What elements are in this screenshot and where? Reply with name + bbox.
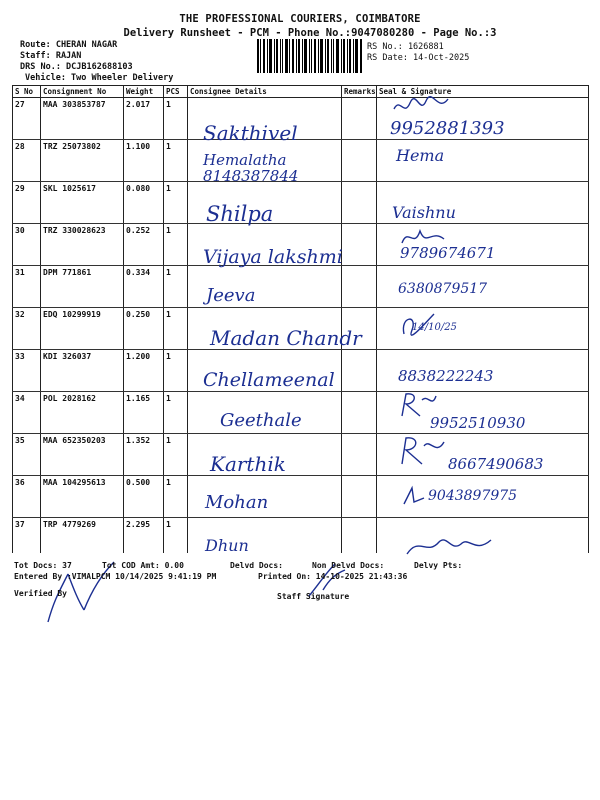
cell-sno: 32 bbox=[13, 308, 41, 350]
cell-consignment: POL 2028162 bbox=[41, 392, 124, 434]
signature-scribble bbox=[398, 310, 438, 340]
entered-by: Entered By :VIMALPCM 10/14/2025 9:41:19 PM bbox=[14, 572, 217, 581]
handwritten-consignee: Karthik bbox=[210, 452, 286, 476]
cell-pcs: 1 bbox=[164, 350, 188, 392]
signature-scribble bbox=[400, 484, 428, 508]
signature-scribble bbox=[405, 532, 495, 562]
cell-pcs: 1 bbox=[164, 182, 188, 224]
cell-weight: 1.200 bbox=[124, 350, 164, 392]
handwritten-seal: Hema bbox=[396, 146, 445, 165]
total-docs: Tot Docs: 37 bbox=[14, 561, 72, 570]
cell-consignment: TRZ 25073802 bbox=[41, 140, 124, 182]
printed-on: Printed On: 14-10-2025 21:43:36 bbox=[258, 572, 408, 581]
barcode-image bbox=[257, 39, 362, 73]
table-header-row bbox=[13, 86, 589, 98]
route-label: Route: CHERAN NAGAR bbox=[20, 40, 118, 50]
cell-weight: 0.334 bbox=[124, 266, 164, 308]
handwritten-consignee: Sakthivel bbox=[203, 121, 298, 145]
handwritten-seal: 9789674671 bbox=[400, 244, 496, 262]
cell-consignment: SKL 1025617 bbox=[41, 182, 124, 224]
handwritten-consignee: Dhun bbox=[205, 536, 249, 555]
handwritten-seal: 9952881393 bbox=[390, 118, 505, 139]
cell-weight: 0.250 bbox=[124, 308, 164, 350]
handwritten-seal: 14/10/25 bbox=[412, 322, 457, 333]
verified-by-label: Verified By bbox=[14, 589, 67, 598]
delivered-docs: Delvd Docs: bbox=[230, 561, 283, 570]
handwritten-seal: Vaishnu bbox=[392, 203, 456, 222]
handwritten-consignee: Shilpa bbox=[206, 202, 274, 226]
cell-consignment: TRP 4779269 bbox=[41, 518, 124, 553]
col-header-remarks: Remarks bbox=[342, 86, 377, 98]
cell-pcs: 1 bbox=[164, 266, 188, 308]
cell-consignment: MAA 652350203 bbox=[41, 434, 124, 476]
col-header-consignment: Consignment No bbox=[41, 86, 124, 98]
handwritten-seal: 8838222243 bbox=[398, 367, 494, 385]
staff-label: Staff: RAJAN bbox=[20, 51, 82, 61]
cell-sno: 35 bbox=[13, 434, 41, 476]
cell-consignment: MAA 303853787 bbox=[41, 98, 124, 140]
table-row bbox=[13, 518, 589, 553]
handwritten-consignee: Vijaya lakshmi bbox=[203, 246, 343, 268]
cell-remarks bbox=[342, 266, 377, 308]
cell-pcs: 1 bbox=[164, 98, 188, 140]
cell-sno: 36 bbox=[13, 476, 41, 518]
col-header-weight: Weight bbox=[124, 86, 164, 98]
cell-weight: 1.165 bbox=[124, 392, 164, 434]
cell-remarks bbox=[342, 224, 377, 266]
cell-sno: 31 bbox=[13, 266, 41, 308]
handwritten-consignee: Jeeva bbox=[206, 285, 256, 306]
cell-pcs: 1 bbox=[164, 476, 188, 518]
col-header-consignee: Consignee Details bbox=[188, 86, 342, 98]
total-cod-amount: Tot COD Amt: 0.00 bbox=[102, 561, 184, 570]
cell-consignment: MAA 104295613 bbox=[41, 476, 124, 518]
delivery-points: Delvy Pts: bbox=[414, 561, 463, 570]
handwritten-seal: 9952510930 bbox=[430, 414, 526, 432]
drs-number: DRS No.: DCJB162688103 bbox=[20, 62, 133, 72]
cell-weight: 0.252 bbox=[124, 224, 164, 266]
col-header-sno: S No bbox=[13, 86, 41, 98]
cell-remarks bbox=[342, 182, 377, 224]
cell-pcs: 1 bbox=[164, 140, 188, 182]
cell-pcs: 1 bbox=[164, 518, 188, 553]
handwritten-seal: 6380879517 bbox=[398, 281, 488, 297]
handwritten-consignee: Mohan bbox=[205, 492, 269, 513]
handwritten-seal: 9043897975 bbox=[428, 488, 518, 504]
company-title: THE PROFESSIONAL COURIERS, COIMBATORE bbox=[179, 13, 421, 25]
cell-consignment: TRZ 330028623 bbox=[41, 224, 124, 266]
rs-date: RS Date: 14-Oct-2025 bbox=[367, 53, 470, 63]
cell-pcs: 1 bbox=[164, 308, 188, 350]
cell-sno: 33 bbox=[13, 350, 41, 392]
cell-pcs: 1 bbox=[164, 392, 188, 434]
signature-scribble bbox=[392, 95, 452, 120]
staff-signature-label: Staff Signature bbox=[277, 592, 350, 601]
cell-remarks bbox=[342, 98, 377, 140]
cell-weight: 1.352 bbox=[124, 434, 164, 476]
col-header-seal: Seal & Signature bbox=[377, 86, 589, 98]
cell-sno: 28 bbox=[13, 140, 41, 182]
table-row bbox=[13, 266, 589, 308]
cell-remarks bbox=[342, 476, 377, 518]
vehicle-label: Vehicle: Two Wheeler Delivery bbox=[25, 73, 174, 83]
handwritten-consignee: Hemalatha 8148387844 bbox=[203, 151, 299, 185]
cell-remarks bbox=[342, 434, 377, 476]
cell-sno: 27 bbox=[13, 98, 41, 140]
cell-remarks bbox=[342, 392, 377, 434]
table-row bbox=[13, 182, 589, 224]
cell-remarks bbox=[342, 518, 377, 553]
cell-weight: 0.500 bbox=[124, 476, 164, 518]
signature-scribble bbox=[398, 390, 438, 420]
cell-pcs: 1 bbox=[164, 224, 188, 266]
handwritten-consignee: Madan Chandr bbox=[210, 326, 362, 350]
non-delivered-docs: Non Delvd Docs: bbox=[312, 561, 385, 570]
handwritten-consignee: Chellameenal bbox=[203, 369, 335, 391]
rs-number: RS No.: 1626881 bbox=[367, 42, 444, 52]
cell-sno: 37 bbox=[13, 518, 41, 553]
cell-weight: 2.295 bbox=[124, 518, 164, 553]
cell-weight: 0.080 bbox=[124, 182, 164, 224]
runsheet-title: Delivery Runsheet - PCM - Phone No.:9047080280 - Page No.:3 bbox=[123, 27, 497, 39]
cell-pcs: 1 bbox=[164, 434, 188, 476]
handwritten-consignee: Geethale bbox=[220, 410, 302, 431]
cell-sno: 34 bbox=[13, 392, 41, 434]
cell-consignment: DPM 771861 bbox=[41, 266, 124, 308]
cell-consignment: KDI 326037 bbox=[41, 350, 124, 392]
col-header-pcs: PCS bbox=[164, 86, 188, 98]
cell-weight: 1.100 bbox=[124, 140, 164, 182]
cell-sno: 29 bbox=[13, 182, 41, 224]
cell-remarks bbox=[342, 140, 377, 182]
cell-remarks bbox=[342, 350, 377, 392]
cell-consignment: EDQ 10299919 bbox=[41, 308, 124, 350]
signature-scribble bbox=[398, 225, 448, 250]
cell-weight: 2.017 bbox=[124, 98, 164, 140]
signature-scribble bbox=[398, 434, 448, 468]
cell-sno: 30 bbox=[13, 224, 41, 266]
handwritten-seal: 8667490683 bbox=[448, 455, 544, 473]
